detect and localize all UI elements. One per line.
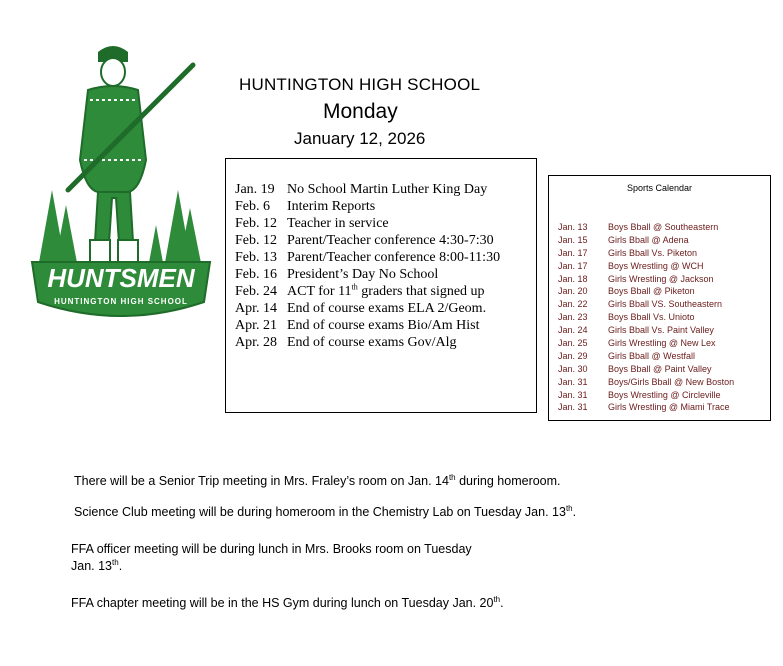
event-text: Interim Reports [287,199,376,214]
sports-date: Jan. 29 [558,350,588,361]
sports-date: Jan. 31 [558,402,588,413]
sports-date: Jan. 30 [558,363,588,374]
sports-date: Jan. 15 [558,234,588,245]
announcement-text-cont: . [572,505,577,519]
announcement-text: Science Club meeting will be during homeroom in the Chemistry Lab on Tuesday Jan. 13 [74,505,566,519]
sports-list [558,221,734,414]
sports-event: Boys Bball Vs. Unioto [608,312,695,323]
sports-event: Girls Bball @ Westfall [608,350,695,361]
sports-row [558,221,734,234]
event-row [235,232,536,249]
announcement-text: There will be a Senior Trip meeting in Mrs. Fraley’s room on Jan. 14 [74,474,449,488]
sports-row [558,247,734,260]
sports-row [558,376,734,389]
sports-row [558,298,734,311]
sports-date: Jan. 22 [558,299,588,310]
sports-calendar-box [548,175,771,421]
announcement-text-cont: . [118,559,123,573]
event-row [235,198,536,215]
announcement-date: Jan. 13 [71,559,113,573]
huntsman-mascot-icon [28,40,214,326]
sports-row [558,324,734,337]
sports-row [558,273,734,286]
sports-event: Boys Bball @ Paint Valley [608,363,712,374]
event-text-cont: graders that signed up [357,284,485,299]
ordinal-suffix: th [493,594,501,604]
ordinal-suffix: th [112,557,119,567]
announcement-text-cont: . [500,596,504,610]
logo-subtext: HUNTINGTON HIGH SCHOOL [54,297,188,306]
event-row [235,334,536,351]
event-row [235,181,536,198]
sports-event: Girls Wrestling @ Miami Trace [608,402,730,413]
event-text: End of course exams Bio/Am Hist [287,318,480,333]
event-date: Feb. 24 [235,284,277,299]
sports-event: Girls Wrestling @ New Lex [608,338,716,349]
event-text: President’s Day No School [287,267,439,282]
sports-event: Girls Bball VS. Southeastern [608,299,723,310]
sports-row [558,350,734,363]
sports-date: Jan. 24 [558,325,588,336]
sports-event: Girls Wrestling @ Jackson [608,273,714,284]
logo-text: HUNTSMEN [47,263,195,293]
event-row [235,266,536,283]
event-date: Apr. 21 [235,318,277,333]
sports-event: Boys Wrestling @ WCH [608,260,704,271]
event-date: Feb. 13 [235,250,277,265]
sports-row [558,260,734,273]
sports-event: Boys Bball @ Piketon [608,286,695,297]
huntsmen-logo [28,40,214,326]
event-text: Parent/Teacher conference 4:30-7:30 [287,233,494,248]
announcement-line2 [71,558,472,575]
sports-event: Boys Bball @ Southeastern [608,222,719,232]
sports-row [558,401,734,414]
sports-row [558,363,734,376]
announcement-text-cont: during homeroom. [455,474,561,488]
event-row [235,249,536,266]
sports-date: Jan. 18 [558,273,588,284]
sports-row [558,285,734,298]
sports-event: Girls Bball Vs. Piketon [608,247,698,258]
event-text: End of course exams Gov/Alg [287,335,457,350]
event-text: End of course exams ELA 2/Geom. [287,301,487,316]
event-date: Feb. 12 [235,216,277,231]
sports-row [558,311,734,324]
event-text: Parent/Teacher conference 8:00-11:30 [287,250,501,265]
event-row [235,283,536,300]
sports-calendar-title: Sports Calendar [626,183,693,193]
event-date: Apr. 28 [235,335,277,350]
event-text: Teacher in service [287,216,389,231]
sports-event: Girls Bball @ Adena [608,234,689,245]
ordinal-suffix: th [565,503,573,513]
ffa-officer-announcement [71,541,472,575]
senior-trip-announcement [74,474,561,488]
school-name: HUNTINGTON HIGH SCHOOL [239,75,481,94]
science-club-announcement [74,505,576,519]
ordinal-suffix: th [351,282,358,292]
event-date: Jan. 19 [235,182,275,197]
ordinal-suffix: th [448,472,456,482]
sports-event: Boys Wrestling @ Circleville [608,389,721,400]
sports-date: Jan. 13 [558,222,588,232]
event-row [235,317,536,334]
current-date: January 12, 2026 [294,129,426,148]
sports-date: Jan. 17 [558,260,588,271]
day-name: Monday [323,100,398,123]
sports-event: Boys/Girls Bball @ New Boston [608,376,735,387]
sports-row [558,337,734,350]
event-text: No School Martin Luther King Day [287,182,488,197]
upcoming-events-box [225,158,537,413]
event-date: Feb. 6 [235,199,270,214]
sports-date: Jan. 31 [558,389,588,400]
sports-date: Jan. 31 [558,376,588,387]
sports-date: Jan. 23 [558,312,588,323]
sports-date: Jan. 20 [558,286,588,297]
sports-row [558,234,734,247]
announcement-text: FFA officer meeting will be during lunch in Mrs. Brooks room on Tuesday [71,542,472,556]
event-row [235,300,536,317]
sports-event: Girls Bball Vs. Paint Valley [608,325,714,336]
event-date: Feb. 16 [235,267,277,282]
event-date: Apr. 14 [235,301,277,316]
event-row [235,215,536,232]
event-date: Feb. 12 [235,233,277,248]
ffa-chapter-announcement [71,596,504,610]
sports-date: Jan. 17 [558,247,588,258]
announcement-text: FFA chapter meeting will be in the HS Gym during lunch on Tuesday Jan. 20 [71,596,494,610]
sports-date: Jan. 25 [558,338,588,349]
sports-row [558,389,734,402]
event-text: ACT for 11 [287,284,352,299]
